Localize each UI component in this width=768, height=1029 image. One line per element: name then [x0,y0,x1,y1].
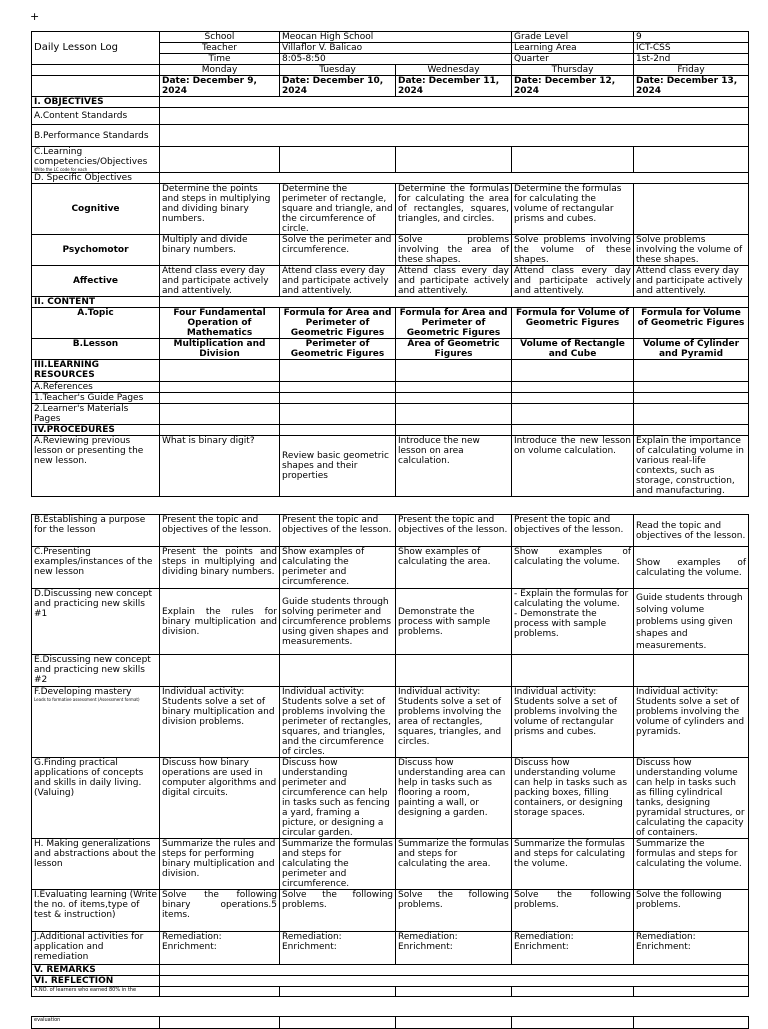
purpose-friday: Read the topic and objectives of the lesson. [634,515,749,547]
blank-cell [634,404,749,425]
quarter-label: Quarter [512,54,634,65]
topic-tuesday: Formula for Area and Perimeter of Geometric Figures [280,308,396,339]
presenting-monday: Present the points and steps in multiplying and dividing binary numbers. [160,547,280,589]
blank-cell [512,404,634,425]
affective-label: Affective [32,266,160,297]
grade-value: 9 [634,32,749,43]
evaluation-label: evaluation [32,1017,160,1029]
teacher-label: Teacher [160,43,280,54]
cognitive-thursday: Determine the formulas for calculating the volume of rectangular prisms and cubes. [512,184,634,235]
purpose-wednesday: Present the topic and objectives of the lesson. [396,515,512,547]
additional-label: J.Additional activities for application and remediation [32,932,160,965]
blank-cell [280,382,396,393]
psychomotor-thursday: Solve problems involving the volume of these shapes. [512,235,634,266]
teacher-value: Villaflor V. Balicao [280,43,512,54]
blank-cell [160,425,280,436]
blank-cell [396,382,512,393]
learners-materials-label: 2.Learner's Materials Pages [32,404,160,425]
discussing-friday: Guide students through solving volume problems using given shapes and measurements. [634,589,749,655]
cognitive-monday: Determine the points and steps in multiplying and dividing binary numbers. [160,184,280,235]
blank-cell [512,425,634,436]
blank-cell [512,382,634,393]
generalizations-tuesday: Summarize the formulas and steps for calculating the perimeter and circumference. [280,839,396,890]
lesson-monday: Multiplication and Division [160,339,280,360]
topic-wednesday: Formula for Area and Perimeter of Geometric Figures [396,308,512,339]
generalizations-friday: Summarize the formulas and steps for calculating the volume. [634,839,749,890]
evaluating-monday: Solve the following binary operations.5 items. [160,890,280,932]
reflection-heading: VI. REFLECTION [32,976,160,987]
additional-monday: Remediation: Enrichment: [160,932,280,965]
lesson-thursday: Volume of Rectangle and Cube [512,339,634,360]
day-friday: Friday [634,65,749,76]
psychomotor-friday: Solve problems involving the volume of these shapes. [634,235,749,266]
mastery-monday: Individual activity: Students solve a set of binary multiplication and division problems. [160,687,280,758]
date-monday: Date: December 9, 2024 [160,76,280,97]
generalizations-label: H. Making generalizations and abstractions about the lesson [32,839,160,890]
practical-tuesday: Discuss how understanding perimeter and circumference can help in tasks such as fencing a yard, framing a picture, or designing a circular garden. [280,758,396,839]
blank-cell [396,404,512,425]
additional-thursday: Remediation: Enrichment: [512,932,634,965]
performance-standards-label: B.Performance Standards [32,125,160,147]
teachers-guide-label: 1.Teacher's Guide Pages [32,393,160,404]
discussing-wednesday: Demonstrate the process with sample problems. [396,589,512,655]
review-friday: Explain the importance of calculating volume in various real-life contexts, such as storage, construction, and manufacturing. [634,436,749,497]
procedures-heading: IV.PROCEDURES [32,425,160,436]
blank-cell [512,655,634,687]
blank-cell [160,655,280,687]
blank-cell [512,147,634,173]
competencies-note: Write the LC code for each [34,167,88,172]
presenting-friday: Show examples of calculating the volume. [634,547,749,589]
blank-cell [512,393,634,404]
blank-cell [160,987,280,997]
psychomotor-tuesday: Solve the perimeter and circumference. [280,235,396,266]
competencies-label [32,147,160,173]
presenting-tuesday: Show examples of calculating the perimeter and circumference. [280,547,396,589]
blank-cell [396,393,512,404]
blank-cell [634,425,749,436]
blank-cell [512,987,634,997]
lesson-friday: Volume of Cylinder and Pyramid [634,339,749,360]
plus-mark: + [30,10,40,23]
cognitive-friday [634,184,749,235]
school-label: School [160,32,280,43]
discussing-tuesday: Guide students through solving perimeter and circumference problems using given shapes and measurements. [280,589,396,655]
mastery-text: F.Developing mastery [34,687,132,697]
evaluating-label: I.Evaluating learning (Write the no. of items,type of test & instruction) [32,890,160,932]
generalizations-thursday: Summarize the formulas and steps for calculating the volume. [512,839,634,890]
psychomotor-monday: Multiply and divide binary numbers. [160,235,280,266]
day-wednesday: Wednesday [396,65,512,76]
blank-cell [634,382,749,393]
evaluating-wednesday: Solve the following problems. [396,890,512,932]
content-standards-label: A.Content Standards [32,108,160,125]
topic-thursday: Formula for Volume of Geometric Figures [512,308,634,339]
content-heading: II. CONTENT [32,297,160,308]
blank-cell [512,1017,634,1029]
day-thursday: Thursday [512,65,634,76]
practical-label: G.Finding practical applications of concepts and skills in daily living.(Valuing) [32,758,160,839]
school-value: Meocan High School [280,32,512,43]
blank-cell [32,65,160,76]
blank-cell [396,1017,512,1029]
competencies-text: C.Learning competencies/Objectives [34,147,148,167]
blank-cell [160,97,749,108]
affective-tuesday: Attend class every day and participate actively and attentively. [280,266,396,297]
blank-cell [280,404,396,425]
evaluating-tuesday: Solve the following problems. [280,890,396,932]
practical-thursday: Discuss how understanding volume can help in tasks such as packing boxes, filling containers, or designing storage spaces. [512,758,634,839]
evaluating-friday: Solve the following problems. [634,890,749,932]
cognitive-wednesday: Determine the formulas for calculating the area of rectangles, squares, triangles, and circles. [396,184,512,235]
mastery-label [32,687,160,758]
date-tuesday: Date: December 10, 2024 [280,76,396,97]
log-title: Daily Lesson Log [32,32,160,65]
cognitive-label: Cognitive [32,184,160,235]
practical-friday: Discuss how understanding volume can help in tasks such as filling cylindrical tanks, designing pyramidal structures, or calculating the capacity of containers. [634,758,749,839]
grade-label: Grade Level [512,32,634,43]
blank-cell [280,987,396,997]
lesson-log-table-3 [31,1016,749,1029]
date-wednesday: Date: December 11, 2024 [396,76,512,97]
day-tuesday: Tuesday [280,65,396,76]
topic-label: A.Topic [32,308,160,339]
additional-tuesday: Remediation: Enrichment: [280,932,396,965]
generalizations-monday: Summarize the rules and steps for performing binary multiplication and division. [160,839,280,890]
purpose-tuesday: Present the topic and objectives of the lesson. [280,515,396,547]
blank-cell [160,965,749,976]
blank-cell [160,147,280,173]
affective-thursday: Attend class every day and participate actively and attentively. [512,266,634,297]
area-label: Learning Area [512,43,634,54]
blank-cell [634,360,749,382]
day-monday: Monday [160,65,280,76]
blank-cell [634,1017,749,1029]
evaluating-thursday: Solve the following problems. [512,890,634,932]
blank-cell [160,393,280,404]
blank-cell [396,360,512,382]
mastery-wednesday: Individual activity: Students solve a set of problems involving the area of rectangles, squares, triangles, and circles. [396,687,512,758]
content-standards-value [160,108,749,125]
blank-cell [634,147,749,173]
presenting-wednesday: Show examples of calculating the area. [396,547,512,589]
blank-cell [634,655,749,687]
remarks-heading: V. REMARKS [32,965,160,976]
generalizations-wednesday: Summarize the formulas and steps for calculating the area. [396,839,512,890]
review-monday: What is binary digit? [160,436,280,497]
additional-wednesday: Remediation: Enrichment: [396,932,512,965]
discussing1-label: D.Discussing new concept and practicing new skills #1 [32,589,160,655]
blank-cell [634,987,749,997]
specific-objectives-label: D. Specific Objectives [32,173,160,184]
blank-cell [280,393,396,404]
references-label: A.References [32,382,160,393]
psychomotor-label: Psychomotor [32,235,160,266]
blank-cell [280,147,396,173]
blank-cell [160,1017,280,1029]
blank-cell [160,360,280,382]
blank-cell [160,297,749,308]
presenting-label: C.Presenting examples/instances of the new lesson [32,547,160,589]
affective-friday: Attend class every day and participate actively and attentively. [634,266,749,297]
mastery-thursday: Individual activity: Students solve a set of problems involving the volume of rectangular prisms and cubes. [512,687,634,758]
topic-friday: Formula for Volume of Geometric Figures [634,308,749,339]
purpose-thursday: Present the topic and objectives of the lesson. [512,515,634,547]
lesson-tuesday: Perimeter of Geometric Figures [280,339,396,360]
blank-cell [280,425,396,436]
purpose-label: B.Establishing a purpose for the lesson [32,515,160,547]
mastery-friday: Individual activity: Students solve a set of problems involving the volume of cylinders and pyramids. [634,687,749,758]
performance-standards-value [160,125,749,147]
review-thursday: Introduce the new lesson on volume calculation. [512,436,634,497]
date-friday: Date: December 13, 2024 [634,76,749,97]
blank-cell [396,655,512,687]
blank-cell [160,173,749,184]
lesson-wednesday: Area of Geometric Figures [396,339,512,360]
blank-cell [512,360,634,382]
blank-cell [634,393,749,404]
psychomotor-wednesday: Solve problems involving the area of these shapes. [396,235,512,266]
time-value: 8:05-8:50 [280,54,512,65]
review-label: A.Reviewing previous lesson or presenting the new lesson. [32,436,160,497]
time-label: Time [160,54,280,65]
blank-cell [396,425,512,436]
blank-cell [160,976,749,987]
topic-monday: Four Fundamental Operation of Mathematics [160,308,280,339]
lesson-log-table-2 [31,514,749,997]
blank-cell [160,382,280,393]
mastery-note: Leads to formative assessment (Assessment format) [34,697,140,702]
objectives-heading: I. OBJECTIVES [32,97,160,108]
review-tuesday: Review basic geometric shapes and their properties [280,436,396,497]
resources-heading: III.LEARNING RESOURCES [32,360,160,382]
presenting-thursday: Show examples of calculating the volume. [512,547,634,589]
mastery-tuesday: Individual activity: Students solve a set of problems involving the perimeter of rectangles, squares, and triangles, and the circumference of circles. [280,687,396,758]
discussing2-label: E.Discussing new concept and practicing new skills #2 [32,655,160,687]
blank-cell [396,147,512,173]
blank-cell [280,655,396,687]
reflection-a-label: A.NO. of learners who earned 80% in the [32,987,160,997]
blank-cell [160,404,280,425]
discussing-monday: Explain the rules for binary multiplication and division. [160,589,280,655]
cognitive-tuesday: Determine the perimeter of rectangle, square and triangle, and the circumference of circle. [280,184,396,235]
blank-cell [280,360,396,382]
affective-wednesday: Attend class every day and participate actively and attentively. [396,266,512,297]
blank-cell [396,987,512,997]
blank-cell [280,1017,396,1029]
discussing-thursday: - Explain the formulas for calculating the volume. - Demonstrate the process with sample problems. [512,589,634,655]
lesson-label: B.Lesson [32,339,160,360]
lesson-log-table-1 [31,31,749,497]
additional-friday: Remediation: Enrichment: [634,932,749,965]
practical-wednesday: Discuss how understanding area can help in tasks such as flooring a room, painting a wall, or designing a garden. [396,758,512,839]
practical-monday: Discuss how binary operations are used in computer algorithms and digital circuits. [160,758,280,839]
purpose-monday: Present the topic and objectives of the lesson. [160,515,280,547]
quarter-value: 1st-2nd [634,54,749,65]
affective-monday: Attend class every day and participate actively and attentively. [160,266,280,297]
date-thursday: Date: December 12, 2024 [512,76,634,97]
area-value: ICT-CSS [634,43,749,54]
blank-cell [32,76,160,97]
review-wednesday: Introduce the new lesson on area calculation. [396,436,512,497]
